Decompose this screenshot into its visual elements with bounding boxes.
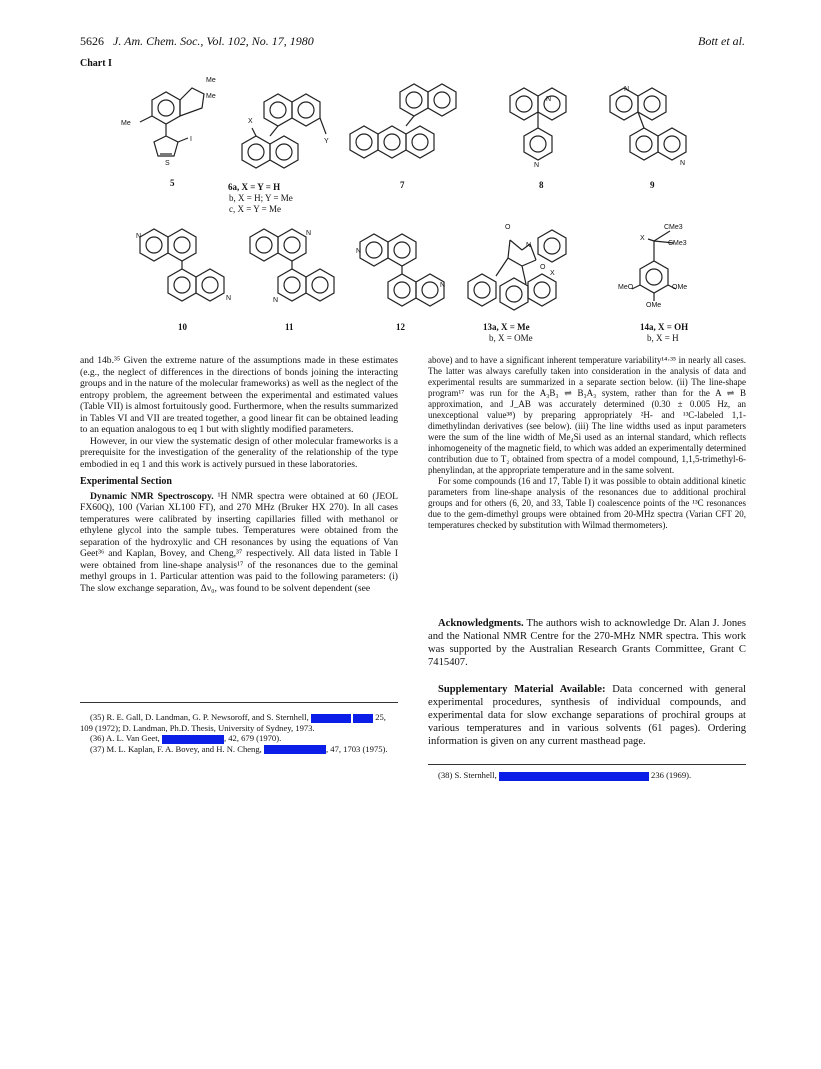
paragraph: and 14b.³⁵ Given the extreme nature of the assumptions made in these estimates (e.g., the neglect of differences in the directions of bonds joining the interacting groups and in the nature of the molecular frameworks) as well as the neglect of the entropy problem, the agreement between the experimental and estimated values (Table VII) is almost fortuitously good. Furthermore, when the results summarized in Tables VI and VII are treated together, a good linear fit can be obtained leading to an equation analogous to eq 1 but with slightly modified parameters.: [80, 355, 398, 435]
footnote-rule: [428, 764, 746, 765]
footnote-38: (38) S. Sternhell,: [438, 770, 497, 780]
compound-number: 9: [650, 180, 655, 190]
journal-name: J. Am. Chem. Soc.,: [113, 34, 204, 48]
compound-number: 8: [539, 180, 544, 190]
footnote-35: (35) R. E. Gall, D. Landman, G. P. Newsoroff, and S. Sternhell,: [90, 712, 309, 722]
atom-label: OMe: [672, 284, 688, 291]
atom-label: N: [546, 96, 552, 103]
atom-label: N: [624, 86, 630, 93]
atom-label: N: [136, 233, 142, 240]
structure-10: [130, 225, 240, 317]
supplementary-heading: Supplementary Material Available:: [438, 684, 606, 695]
atom-label: MeO: [618, 284, 634, 291]
footnote-36-cont: , 42, 679 (1970).: [223, 733, 282, 744]
footnote-38-cont: 236 (1969).: [651, 770, 692, 780]
structure-7: [340, 80, 470, 175]
page-number: 5626: [80, 34, 104, 48]
footnote-37-cont: , 47, 1703 (1975).: [325, 743, 388, 754]
compound-variant: b, X = H; Y = Me: [229, 193, 293, 203]
footnote-36: (36) A. L. Van Geet,: [90, 733, 160, 744]
atom-label: OMe: [646, 302, 662, 309]
footnotes-left: [80, 712, 398, 754]
compound-variant: c, X = Y = Me: [229, 204, 281, 214]
footnotes-right: [428, 770, 746, 781]
acknowledgments: [428, 617, 746, 669]
compound-variant: b, X = H: [647, 333, 679, 343]
atom-label: N: [526, 242, 532, 249]
footnote-rule: [80, 702, 398, 703]
atom-label: I: [190, 136, 192, 143]
section-title: Experimental Section: [80, 476, 172, 487]
journal-volume: Vol. 102, No. 17, 1980: [206, 34, 314, 48]
redaction-box: [311, 714, 351, 723]
compound-number: 13a, X = Me: [483, 322, 530, 332]
compound-number: 12: [396, 322, 405, 332]
compound-number: 11: [285, 322, 294, 332]
compound-number: 7: [400, 180, 405, 190]
supplementary-material: [428, 683, 746, 748]
compound-number: 10: [178, 322, 187, 332]
paragraph: However, in our view the systematic design of other molecular frameworks is a prerequisite for the investigation of the generality of the relationship of the type embodied in eq 1 and this work is actively pursued in these laboratories.: [80, 435, 398, 470]
structure-8: [500, 84, 580, 176]
acknowledgments-text: The authors wish to acknowledge Dr. Alan J. Jones and the National NMR Centre for the 270-MHz NMR spectra. This work was supported by the Australian Research Grants Committee, Grant C 7415407.: [428, 618, 746, 668]
footnote-35-cont: 25, 109 (1972); D. Landman, Ph.D. Thesis, University of Sydney, 1973.: [80, 712, 386, 733]
supplementary-text: Data concerned with general experimental procedures, synthesis of individual compounds, and experimental data for slow exchange separations of prochiral groups at various temperatures and in various solvents (61 pages). Ordering information is given on any current masthead page.: [428, 684, 746, 747]
redaction-box: [499, 772, 649, 781]
running-header: [80, 34, 745, 50]
compound-number: 14a, X = OH: [640, 322, 689, 332]
chart-label: Chart I: [80, 58, 112, 69]
atom-label: Y: [324, 138, 329, 145]
atom-label: N: [356, 248, 362, 255]
paragraph: ¹H NMR spectra were obtained at 60 (JEOL FX60Q), 100 (Varian XL100 FT), and 270 MHz (Bruker HX 270). In all cases temperatures were calibrated by inserting capillaries filled with methanol or ethylene glycol into the sample tubes. Temperatures were obtained from the separation of the hydroxylic and CH resonances by using the equations of Van Geet³⁶ and Kaplan, Bovey, and Cheng,³⁷ respectively. All data listed in Table I were obtained from line-shape analysis¹⁷ of the resonances due to the geminal methyl groups in 1. Particular attention was paid to the following parameters: (i) The slow exchange separation, Δν₀, was found to be solvent dependent (see: [80, 490, 398, 594]
run-in-heading: Dynamic NMR Spectroscopy.: [90, 490, 214, 502]
structure-12: [350, 230, 450, 322]
atom-label: Me: [206, 93, 216, 100]
compound-number: 5: [170, 178, 175, 188]
compound-number: 6a, X = Y = H: [228, 182, 281, 192]
atom-label: N: [273, 297, 279, 304]
atom-label: O: [505, 224, 511, 231]
atom-label: N: [534, 162, 540, 169]
structure-13: [460, 220, 600, 320]
atom-label: CMe3: [668, 240, 687, 247]
atom-label: X: [550, 270, 555, 277]
atom-label: X: [248, 118, 253, 125]
left-column: [80, 355, 398, 594]
footnote-37: (37) M. L. Kaplan, F. A. Bovey, and H. N. Cheng,: [90, 743, 262, 754]
running-authors: Bott et al.: [698, 34, 745, 48]
atom-label: O: [540, 264, 546, 271]
atom-label: X: [640, 235, 645, 242]
structure-11: [240, 225, 340, 317]
atom-label: CMe3: [664, 224, 683, 231]
paragraph: For some compounds (16 and 17, Table I) it was possible to obtain additional kinetic parameters from line-shape analysis of the resonances due to additional prochiral groups and for others (6, 20, and 33, Table I) coalescence points of the ¹³C resonances due to the gem-dimethyl groups were obtained from 20-MHz spectra (Varian CFT 20, temperatures checked by substitution with Wilmad thermometers).: [428, 476, 746, 530]
atom-label: S: [165, 160, 170, 167]
structure-5: [120, 72, 220, 177]
right-column: [428, 355, 746, 531]
redaction-box: [264, 745, 326, 754]
redaction-box: [162, 735, 224, 744]
paragraph: above) and to have a significant inherent temperature variability¹⁴·³⁵ in nearly all cases. The latter was always carefully taken into consideration in the analysis of data and experimental results are summarized in a separate section below. (ii) The line-shape program¹⁷ was run for the A₃B₃ ⇌ B₃A₃ system, rather than for the A ⇌ B approximation, and J_AB was accurately determined (0.30 ± 0.005 Hz, an unexceptional value³⁸) by preparing appropriately ²H- and ¹³C-labeled 1,1-dimethylindan derivatives (see below). (iii) The line widths used as input parameters were the sum of the line width of Me₄Si used as an internal standard, which reflects inhomogeneity of the magnetic field, to which was added an experimentally determined contribution due to T₂ obtained from spectra of a model compound, 1,1,5-trimethyl-6-phenylindan, at the appropriate temperature and in the same solvent.: [428, 355, 746, 475]
atom-label: Me: [121, 120, 131, 127]
atom-label: N: [680, 160, 686, 167]
acknowledgments-heading: Acknowledgments.: [438, 618, 524, 629]
compound-variant: b, X = OMe: [489, 333, 533, 343]
atom-label: N: [226, 295, 232, 302]
atom-label: N: [440, 282, 446, 289]
structure-14: [620, 225, 710, 320]
atom-label: N: [306, 230, 312, 237]
atom-label: Me: [206, 77, 216, 84]
redaction-box: [353, 714, 373, 723]
